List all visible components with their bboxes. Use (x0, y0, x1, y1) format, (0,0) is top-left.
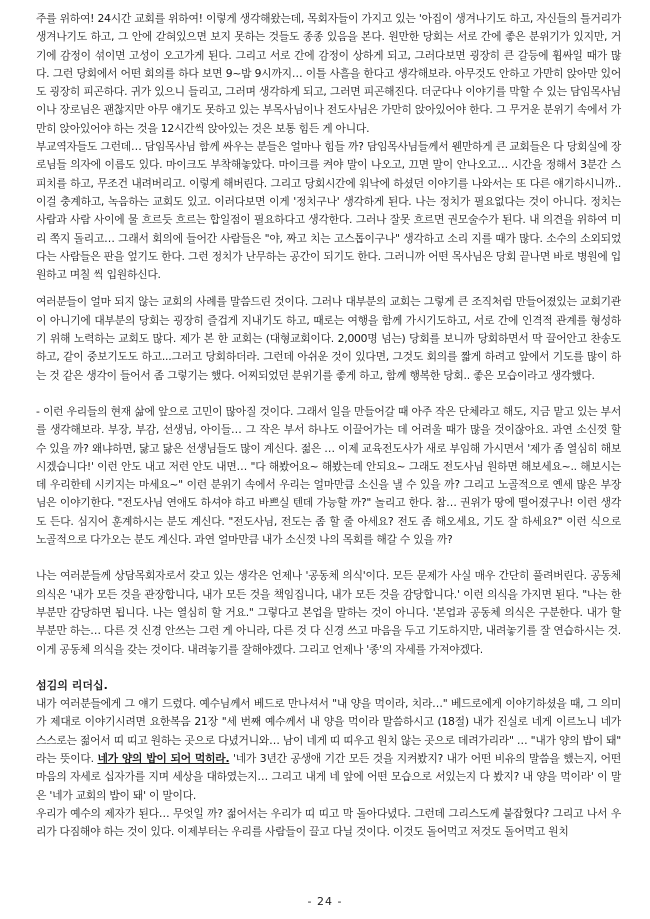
paragraph-1: 주를 위하여! 24시간 교회를 위하여! 이렇게 생각해왔는데, 목회자들이 가지고 있는 '아집이 생겨나기도 하고, 자신들의 틀거리가 생겨나기도 하고, 그 안에 갇혀있으면 보지 못하는 것들도 종종 있음을 본다. 원만한 당회는 서로 간에 좋은 분위기가 있지만, 거기에 감정이 섞이면 고성이 오고가게 된다. 그리고 서로 간에 감정이 상하게 되고, 그러다보면 굉장히 큰 갈등에 휩싸일 때가 많다. 그런 당회에서 어떤 회의를 하다 보면 9~밤 9시까지… 이틀 사흘을 한다고 생각해보라. 아무것도 안하고 가만히 앉아만 있어도 굉장히 피곤하다. 귀가 있으니 들리고, 그러며 생각하게 되고, 그러면 피곤해진다. 더군다나 이야기를 막할 수 있는 담임목사님이나 장로님은 괜찮지만 아무 얘기도 못하고 있는 부목사님이나 전도사님은 가만히 앉아있어야 한다. 그 무거운 분위기 속에서 가만히 앉아있어야 하는 것을 12시간씩 앉아있는 것은 보통 힘든 게 아니다. (36, 12, 621, 135)
paragraph-5: 나는 여러분들께 상담목회자로서 갖고 있는 생각은 언제나 '공동체 의식'이다. 모든 문제가 사실 매우 간단히 풀려버린다. 공동체 의식은 '내가 모든 것을 관장합니다, 내가 모든 것을 책임집니다, 내가 모든 것을 감당합니다.' 이런 의식을 가지면 된다. "나는 한 부분만 감당하면 됩니다. 나는 열심히 할 거요." 그렇다고 본업을 말하는 것이 아니다. '본업과 공동체 의식은 구분한다. 내가 할 부분만 하는… 다른 것 신경 안쓰는 그런 게 아니라, 다른 것 다 신경 쓰고 마음을 두고 기도하지만, 내려놓기를 잘 연습하시는 것. 이게 공동체 의식을 갖는 것이다. 내려놓기를 잘해야겠다. 그리고 언제나 '종'의 자세를 가져야겠다. (36, 569, 621, 656)
section-heading: 섬김의 리더십. (36, 678, 108, 692)
paragraph-2: 부교역자들도 그런데… 담임목사님 함께 싸우는 분들은 얼마나 힘들 까? 담임목사님들께서 웬만하게 큰 교회들은 다 당회실에 장로님들 의자에 이름도 있다. 마이크도 부착해놓았다. 마이크를 켜야 말이 나오고, 끄면 말이 안나오고… 시간을 정해서 3분간 스피치를 하고, 무조건 내려버리고. 이렇게 해버린다. 그리고 당회시간에 워낙에 하셨던 이야기를 나와서는 또 다른 얘기하시니까.. 이걸 충계하고, 녹음하는 교회도 있고. 이러다보면 이게 '정치구나' 생각하게 된다. 나는 정치가 필요없다는 것이 아니다. 정치는 사람과 사람 사이에 물 흐르듯 흐르는 합일점이 필요하다고 생각한다. 그러나 잘못 흐르면 권모술수가 된다. 내 의견을 위하여 미리 쪽지 돌리고… 그래서 회의에 들어간 사람들은 "야, 짜고 치는 고스톱이구나" 생각하고 소리 지를 때가 많다. 소수의 소외되었다는 사람들은 판을 엎기도 한다. 그런 정치가 난무하는 공간이 되기도 한다. 그러니까 어떤 목사님은 당회 끝나면 바로 병원에 입원하고 며칠 씩 입원하신다. (36, 140, 621, 282)
paragraph-6-lead: 내가 여러분들에게 그 얘기 드렸다. 예수님께서 베드로 만나셔서 "내 양을 먹이라, 치라…" 베드로에게 이야기하셨을 때, 그 의미가 제대로 이야기시려면 요한복음 21장 "세 번째 예수께서 내 양을 먹이라 말씀하시고 (18절) 내가 진실로 네게 이르노니 네가 스스로는 젊어서 띠 띠고 원하는 곳으로 다녔거니와… 남이 네게 띠 띠우고 원치 않는 곳으로 데려가리라" … "내가 양의 밥이 돼" 라는 뜻이다. (36, 697, 621, 765)
document-page (36, 10, 621, 841)
paragraph-6 (36, 695, 621, 805)
paragraph-6-emphasis: 네가 양의 밥이 되어 먹히라. (97, 751, 230, 765)
paragraph-3: 여러분들이 얼마 되지 않는 교회의 사례를 말씀드린 것이다. 그러나 대부분의 교회는 그렇게 큰 조직처럼 만들어졌있는 교회기관이 아니기에 대부분의 당회는 굉장히 즐겁게 지내기도 하고, 때로는 여행을 함께 가시기도하고, 서로 간에 인격적 관계를 형성하기 위해 노력하는 교회도 많다. 제가 본 한 교회는 (대형교회이다. 2,000명 넘는) 당회를 보니까 당회하면서 딱 끌어안고 찬송도 하고, 같이 중보기도도 하고...그러고 당회하더라. 그런데 아쉬운 것이 있다면, 그것도 회의를 짧게 하려고 앞에서 기도를 많이 하는 것 같은 생각이 들어서 좀 그렇기는 했다. 어찌되었던 분위기를 좋게 하고, 함께 행복한 당회.. 좋은 모습이라고 생각했다. (36, 295, 621, 382)
paragraph-4: - 이런 우리들의 현재 삶에 앞으로 고민이 많아질 것이다. 그래서 일을 만들어갈 때 아주 작은 단체라고 해도, 지금 맡고 있는 부서를 생각해보라. 부장, 부감, 선생님, 아이들… 그 작은 부서 하나도 이끌어가는 데 어려울 때가 많을 것이잖아요. 과연 소신껏 할 수 있을 까? 왜냐하면, 닳고 닳은 선생님들도 많이 계신다. 젊은 … 이제 교육전도사가 새로 부임해 가시면서 '제가 좀 열심히 해보시겠습니다!' 이런 안도 내고 저런 안도 내면… "다 해봤어요~ 해봤는데 안되요~ 그래도 전도사님 원하면 해보세요~.. 해보시는데 우리한테 시키지는 마세요~" 이런 분위기 속에서 우리는 얼마만큼 소신을 낼 수 있을 까? 그리고 노골적으로 옌세 많은 부장님은 이야기한다. "전도사님 연애도 하셔야 하고 바쁘실 텐데 가능할 까?" 놀리고 한다. 참… 권위가 땅에 떨어졌구나! 이런 생각도 든다. 심지어 훈계하시는 분도 계신다. "전도사님, 전도는 좀 할 줄 아세요? 전도 좀 해오세요, 기도 잘 하세요?" 이런 식으로 노골적으로 다가오는 분도 계신다. 과연 얼마만큼 내가 소신껏 나의 목회를 해갈 수 있을 까? (36, 404, 621, 547)
paragraph-7: 우리가 예수의 제자가 된다… 무엇일 까? 젊어서는 우리가 띠 띠고 막 돌아다녔다. 그런데 그리스도께 붙잡혔다? 그리고 나서 우리가 다짐해야 하는 것이 있다. 이제부터는 우리를 사람들이 끌고 다닐 것이다. 이것도 돌어먹고 저것도 돌어먹고 원치 (36, 806, 621, 839)
paragraph-6-tail: '네가 3년간 공생애 기간 모든 것을 지켜봤지? 내가 어떤 비유의 말씀을 했는지, 어떤 마음의 자세로 십자가를 지며 세상을 대하였는지… 그리고 내게 네 앞에 어떤 모습으로 서있는지 다 봤지? 내 양을 먹이라' 이 말은 '네가 교회의 밥이 돼' 이 말이다. (36, 751, 621, 802)
page-number: - 24 - (307, 895, 343, 908)
